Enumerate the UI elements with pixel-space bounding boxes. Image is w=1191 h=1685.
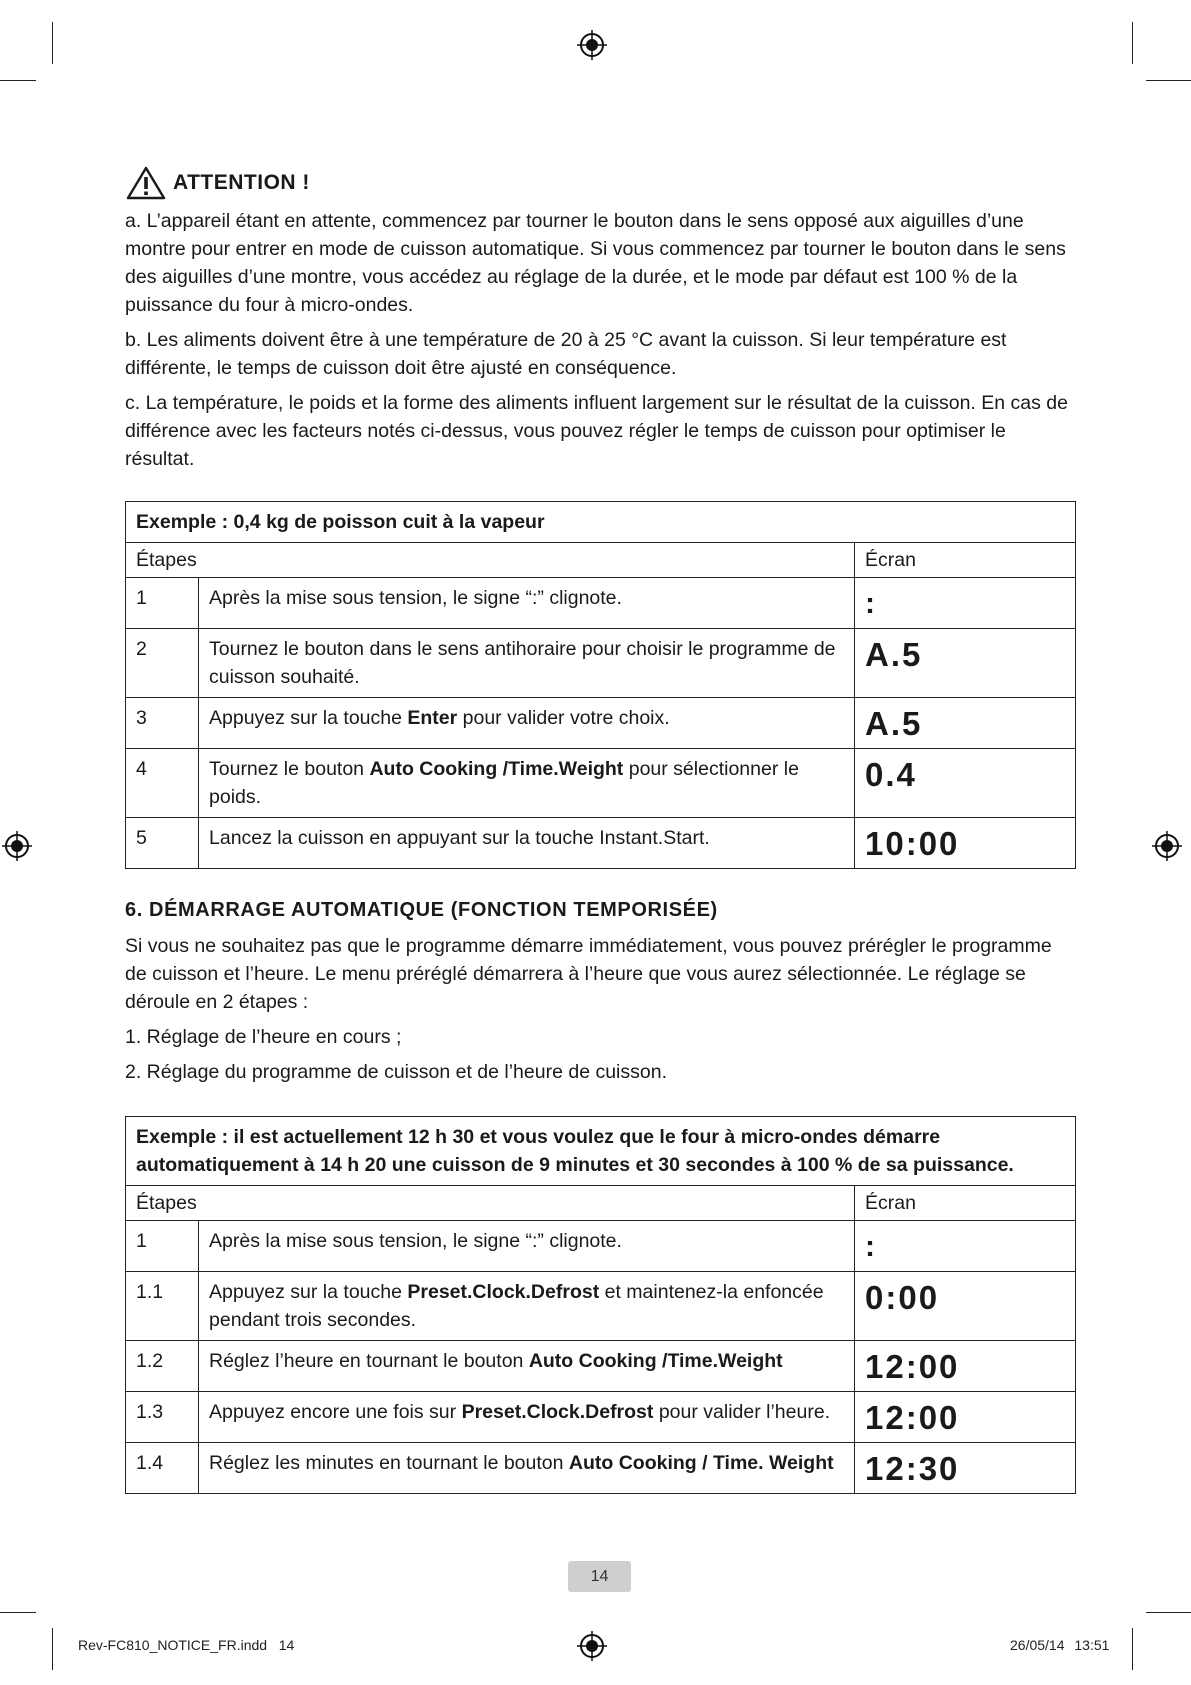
step-text: Réglez les minutes en tournant le bouton xyxy=(209,1452,569,1474)
column-header-screen: Écran xyxy=(855,1186,1076,1221)
step-control-name: Auto Cooking / Time. Weight xyxy=(568,1452,834,1474)
table-row xyxy=(126,1221,1076,1272)
step-text: Réglez l’heure en tournant le bouton xyxy=(209,1350,529,1372)
display-readout: A.5 xyxy=(855,629,1076,698)
step-text: pour valider l’heure. xyxy=(653,1401,831,1423)
step-instruction xyxy=(199,698,855,749)
page-number: 14 xyxy=(568,1561,631,1592)
attention-title: ATTENTION ! xyxy=(173,171,310,194)
crop-mark xyxy=(1132,22,1133,64)
table-row xyxy=(126,818,1076,869)
list-item: 1. Réglage de l’heure en cours ; xyxy=(125,1026,402,1048)
step-number: 2 xyxy=(126,629,199,698)
step-text: pour valider votre choix. xyxy=(457,707,670,729)
crop-mark xyxy=(0,80,36,81)
step-number: 1.3 xyxy=(126,1392,199,1443)
step-number: 1 xyxy=(126,1221,199,1272)
registration-mark-icon xyxy=(2,831,32,861)
step-number: 1 xyxy=(126,578,199,629)
crop-mark xyxy=(0,1612,36,1613)
crop-mark xyxy=(52,1628,53,1670)
display-readout: 0.4 xyxy=(855,749,1076,818)
display-readout: 10:00 xyxy=(855,818,1076,869)
crop-mark xyxy=(52,22,53,64)
step-instruction xyxy=(199,629,855,698)
step-text: Tournez le bouton dans le sens antihoraire pour choisir le programme de cuisson souhaité. xyxy=(209,638,836,688)
footer-date: 26/05/14 xyxy=(1010,1637,1065,1653)
step-number: 4 xyxy=(126,749,199,818)
step-instruction xyxy=(199,1443,855,1494)
step-number: 3 xyxy=(126,698,199,749)
step-instruction xyxy=(199,1221,855,1272)
registration-mark-icon xyxy=(1152,831,1182,861)
display-readout: 12:30 xyxy=(855,1443,1076,1494)
table-row xyxy=(126,1272,1076,1341)
step-instruction xyxy=(199,818,855,869)
display-readout: : xyxy=(855,578,1076,629)
crop-mark xyxy=(1146,80,1191,81)
table-row xyxy=(126,698,1076,749)
footer-file-name: Rev-FC810_NOTICE_FR.indd 14 xyxy=(78,1637,295,1653)
column-header-steps: Étapes xyxy=(126,1186,855,1221)
attention-paragraph-b: b. Les aliments doivent être à une température de 20 à 25 °C avant la cuisson. Si leur température est différente, le temps de cuisson doit être ajusté en conséquence. xyxy=(125,329,1007,379)
attention-paragraph-a: a. L’appareil étant en attente, commencez par tourner le bouton dans le sens opposé aux aiguilles d’une montre pour entrer en mode de cuisson automatique. Si vous commencez par tourner le bouton dans le sens des aiguilles d’une montre, vous accédez au réglage de la durée, et le mode par défaut est 100 % de la puissance du four à micro-ondes. xyxy=(125,210,1066,316)
step-number: 1.4 xyxy=(126,1443,199,1494)
step-number: 5 xyxy=(126,818,199,869)
step-control-name: Preset.Clock.Defrost xyxy=(407,1281,600,1303)
step-instruction xyxy=(199,1272,855,1341)
step-number: 1.2 xyxy=(126,1341,199,1392)
table-title: Exemple : 0,4 kg de poisson cuit à la vapeur xyxy=(126,502,1076,543)
footer-time: 13:51 xyxy=(1074,1637,1110,1653)
table-row xyxy=(126,749,1076,818)
table-row xyxy=(126,1341,1076,1392)
display-readout: 12:00 xyxy=(855,1392,1076,1443)
section-intro: Si vous ne souhaitez pas que le programme démarre immédiatement, vous pouvez prérégler le programme de cuisson et l’heure. Le menu préréglé démarrera à l’heure que vous aurez sélectionnée. Le réglage se déroule en 2 étapes : xyxy=(125,935,1052,1013)
display-readout: : xyxy=(855,1221,1076,1272)
step-text: Appuyez sur la touche xyxy=(209,707,408,729)
display-readout: 12:00 xyxy=(855,1341,1076,1392)
step-text: pour sélectionner le poids. xyxy=(209,758,799,808)
warning-triangle-icon xyxy=(125,165,167,201)
step-text: Après la mise sous tension, le signe “:” clignote. xyxy=(209,587,622,609)
registration-mark-icon xyxy=(577,30,607,60)
display-readout: 0:00 xyxy=(855,1272,1076,1341)
step-number: 1.1 xyxy=(126,1272,199,1341)
table-title: Exemple : il est actuellement 12 h 30 et vous voulez que le four à micro-ondes démarre automatiquement à 14 h 20 une cuisson de 9 minutes et 30 secondes à 100 % de sa puissance. xyxy=(126,1117,1076,1186)
column-header-steps: Étapes xyxy=(126,543,855,578)
crop-mark xyxy=(1146,1612,1191,1613)
table-row xyxy=(126,629,1076,698)
table-row xyxy=(126,1443,1076,1494)
step-text: Lancez la cuisson en appuyant sur la touche Instant.Start. xyxy=(209,827,710,849)
step-control-name: Preset.Clock.Defrost xyxy=(461,1401,654,1423)
step-instruction xyxy=(199,749,855,818)
section-heading: 6. DÉMARRAGE AUTOMATIQUE (FONCTION TEMPORISÉE) xyxy=(125,899,718,921)
step-control-name: Auto Cooking /Time.Weight xyxy=(369,758,624,780)
step-instruction xyxy=(199,1341,855,1392)
table-row xyxy=(126,578,1076,629)
step-instruction xyxy=(199,578,855,629)
step-control-name: Auto Cooking /Time.Weight xyxy=(528,1350,783,1372)
page-content xyxy=(125,165,1075,1494)
step-text: Appuyez encore une fois sur xyxy=(209,1401,462,1423)
step-text: Tournez le bouton xyxy=(209,758,370,780)
step-text: Après la mise sous tension, le signe “:” clignote. xyxy=(209,1230,622,1252)
crop-mark xyxy=(1132,1628,1133,1670)
registration-mark-icon xyxy=(577,1631,607,1661)
step-control-name: Enter xyxy=(407,707,458,729)
steps-table-steamed-fish xyxy=(125,501,1076,869)
attention-heading xyxy=(125,165,1075,201)
display-readout: A.5 xyxy=(855,698,1076,749)
steps-table-delayed-start xyxy=(125,1116,1076,1494)
footer-timestamp xyxy=(1010,1637,1109,1653)
step-instruction xyxy=(199,1392,855,1443)
column-header-screen: Écran xyxy=(855,543,1076,578)
step-text: Appuyez sur la touche xyxy=(209,1281,408,1303)
table-row xyxy=(126,1392,1076,1443)
step-text: et maintenez-la enfoncée pendant trois secondes. xyxy=(209,1281,824,1331)
attention-paragraph-c: c. La température, le poids et la forme des aliments influent largement sur le résultat de la cuisson. En cas de différence avec les facteurs notés ci-dessus, vous pouvez régler le temps de cuisson pour optimiser le résultat. xyxy=(125,392,1068,470)
list-item: 2. Réglage du programme de cuisson et de l’heure de cuisson. xyxy=(125,1061,667,1083)
